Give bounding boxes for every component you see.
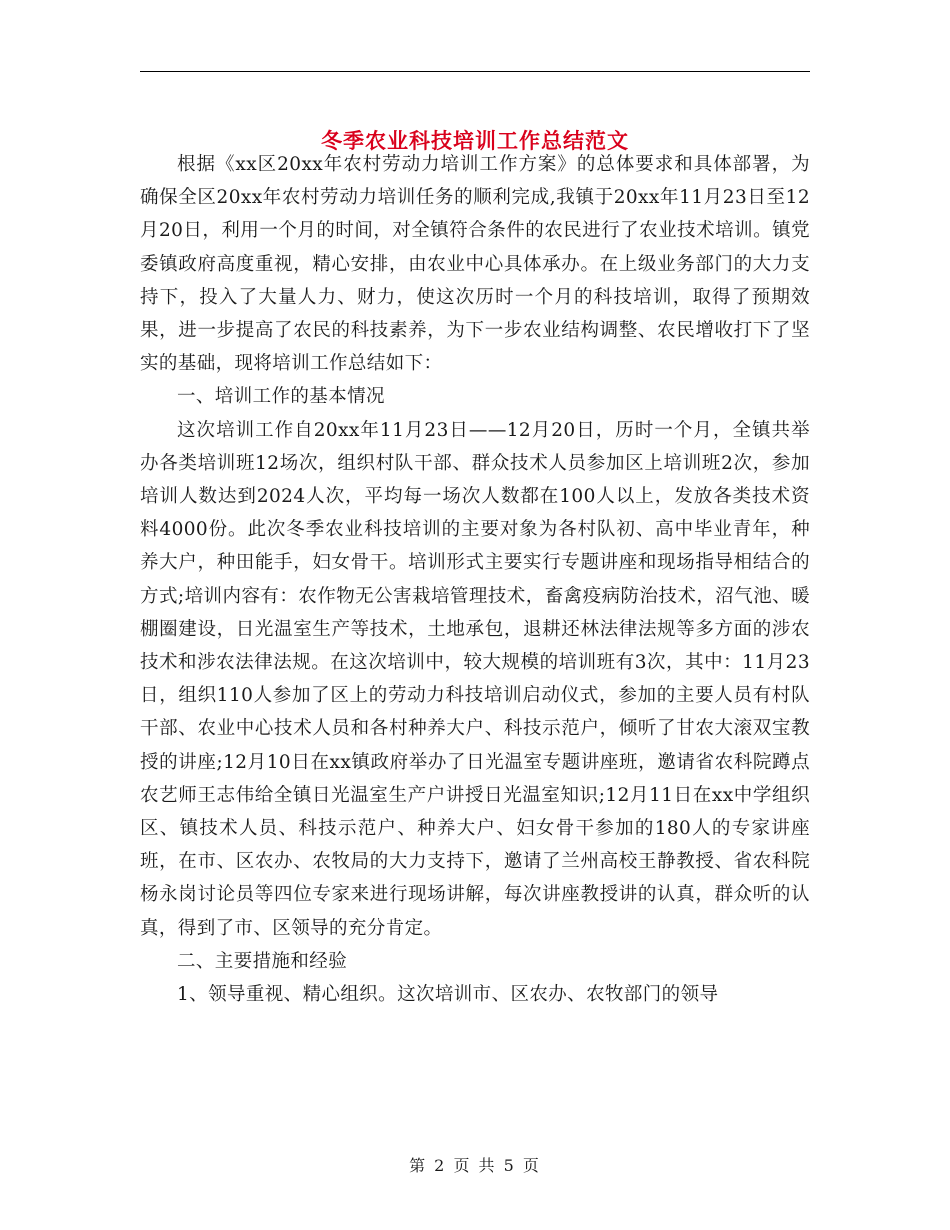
- paragraph-leadership: 1、领导重视、精心组织。这次培训市、区农办、农牧部门的领导: [177, 984, 719, 1006]
- section-heading-basic-situation: 一、培训工作的基本情况: [177, 386, 385, 408]
- page-number: 第 2 页 共 5 页: [409, 1156, 541, 1175]
- header-rule: [140, 71, 810, 72]
- document-title: 冬季农业科技培训工作总结范文: [321, 128, 629, 154]
- paragraph-intro: 根据《xx区20xx年农村劳动力培训工作方案》的总体要求和具体部署，为确保全区20xx年农村劳动力培训任务的顺利完成,我镇于20xx年11月23日至12月20日，利用一个月的时间，对全镇符合条件的农民进行了农业技术培训。镇党委镇政府高度重视，精心安排，由农业中心具体承办。在上级业务部门的大力支持下，投入了大量人力、财力，使这次历时一个月的科技培训，取得了预期效果，进一步提高了农民的科技素养，为下一步农业结构调整、农民增收打下了坚实的基础，现将培训工作总结如下：: [140, 154, 810, 375]
- section-heading-measures: 二、主要措施和经验: [177, 950, 348, 972]
- paragraph-basic-situation: 这次培训工作自20xx年11月23日——12月20日，历时一个月，全镇共举办各类培训班12场次，组织村队干部、群众技术人员参加区上培训班2次，参加培训人数达到2024人次，平均每一场次人数都在100人以上，发放各类技术资料4000份。此次冬季农业科技培训的主要对象为各村队初、高中毕业青年，种养大户，种田能手，妇女骨干。培训形式主要实行专题讲座和现场指导相结合的方式;培训内容有：农作物无公害栽培管理技术，畜禽疫病防治技术，沼气池、暖棚圈建设，日光温室生产等技术，土地承包，退耕还林法律法规等多方面的涉农技术和涉农法律法规。在这次培训中，较大规模的培训班有3次，其中：11月23日，组织110人参加了区上的劳动力科技培训启动仪式，参加的主要人员有村队干部、农业中心技术人员和各村种养大户、科技示范户，倾听了甘农大滚双宝教授的讲座;12月10日在xx镇政府举办了日光温室专题讲座班，邀请省农科院蹲点农艺师王志伟给全镇日光温室生产户讲授日光温室知识;12月11日在xx中学组织区、镇技术人员、科技示范户、种养大户、妇女骨干参加的180人的专家讲座班，在市、区农办、农牧局的大力支持下，邀请了兰州高校王静教授、省农科院杨永岗讨论员等四位专家来进行现场讲解，每次讲座教授讲的认真，群众听的认真，得到了市、区领导的充分肯定。: [140, 419, 810, 939]
- document-body: [140, 148, 810, 1011]
